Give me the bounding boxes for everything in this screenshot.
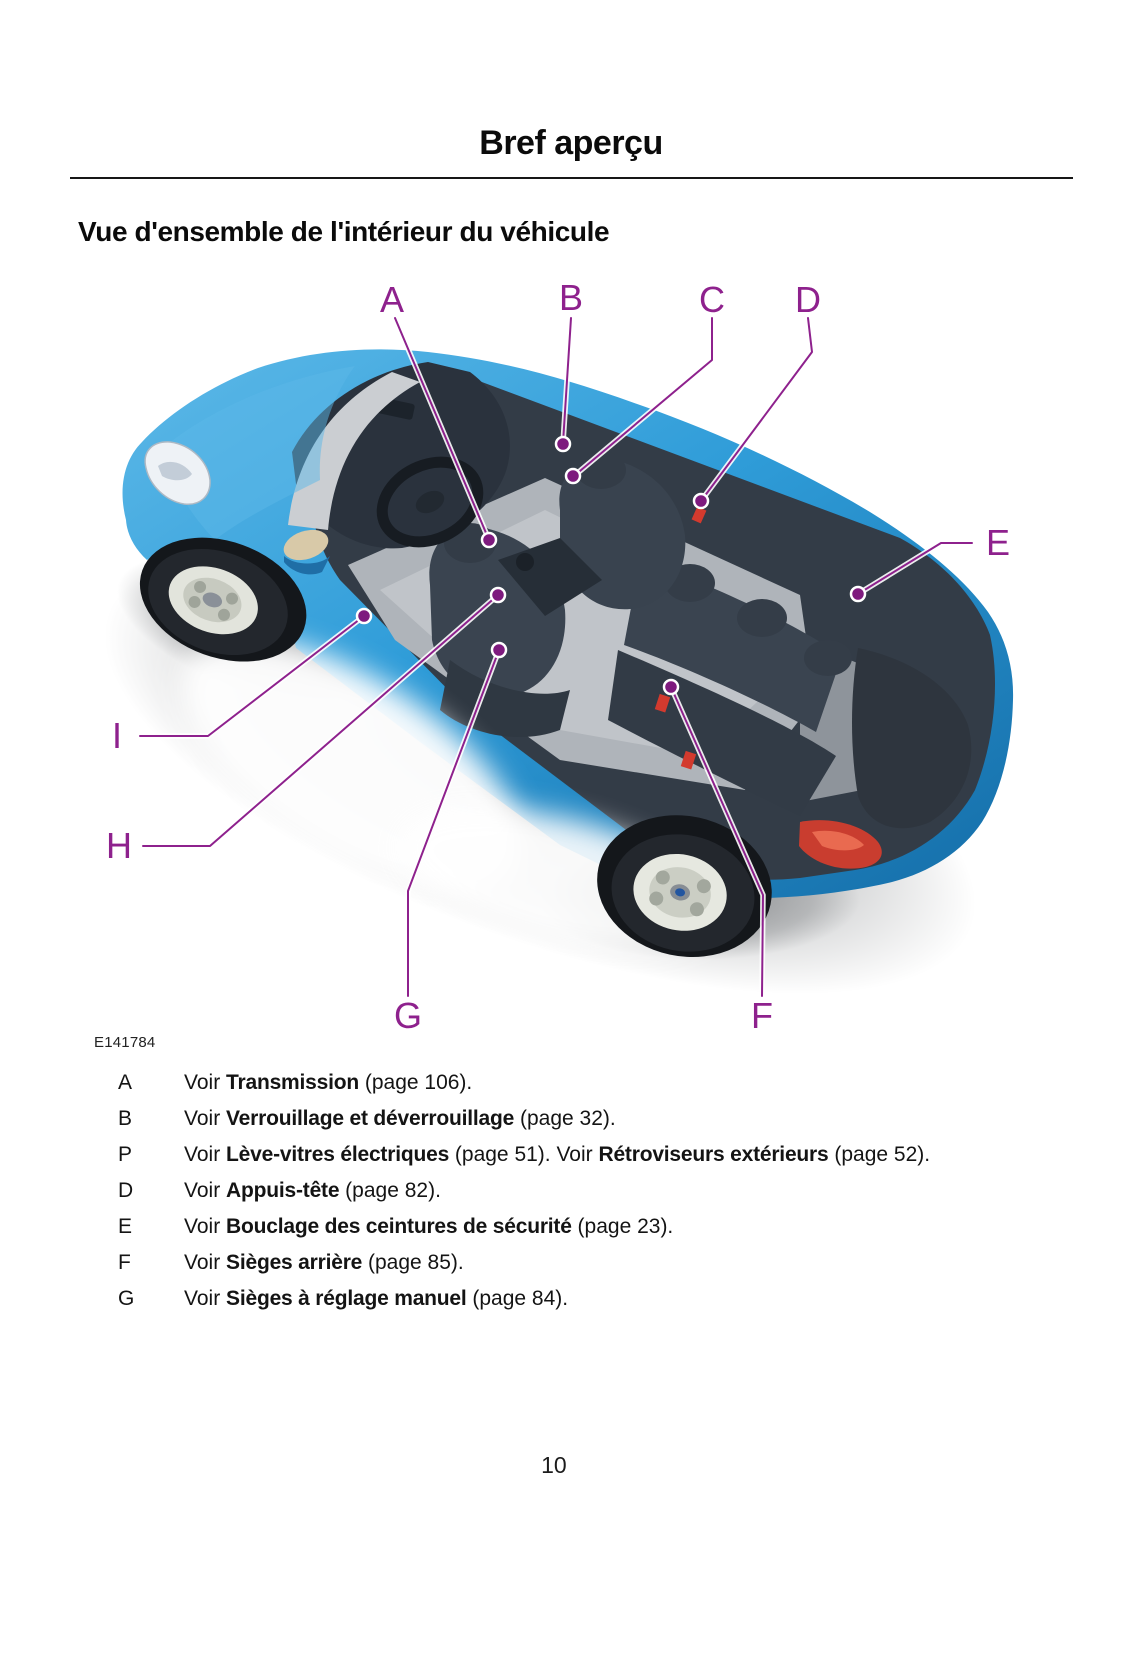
legend-letter: D [118,1179,134,1202]
legend-text: Voir Sièges à réglage manuel (page 84). [184,1287,569,1310]
legend-text: Voir Lève-vitres électriques (page 51). Voir Rétroviseurs extérieurs (page 52). [184,1143,931,1166]
legend-text: Voir Bouclage des ceintures de sécurité (page 23). [184,1215,674,1238]
callout-letter-a: A [379,279,405,320]
section-title: Vue d'ensemble de l'intérieur du véhicule [78,216,610,247]
callout-letter-g: G [393,995,423,1036]
callout-dot-d [694,494,708,508]
callout-letter-c: C [699,279,725,320]
legend-letter: F [118,1251,131,1274]
legend-text: Voir Appuis-tête (page 82). [184,1179,441,1202]
legend-list [118,1070,1030,1322]
callout-dot-g [492,643,506,657]
legend-text: Voir Sièges arrière (page 85). [184,1251,464,1274]
legend-text: Voir Verrouillage et déverrouillage (page 32). [184,1107,616,1130]
legend-letter: B [118,1107,133,1130]
callout-dot-f [664,680,678,694]
legend-row-d [118,1178,1030,1203]
page-title: Bref aperçu [479,124,663,162]
callout-dot-i [357,609,371,623]
legend-row-a [118,1070,1030,1095]
legend-letter: P [118,1143,133,1166]
callout-letter-f: F [751,995,773,1036]
page-number: 10 [541,1452,567,1478]
legend-letter: G [118,1287,135,1310]
figure-code: E141784 [94,1034,156,1051]
callout-dot-e [851,587,865,601]
callout-dot-c [566,469,580,483]
callout-dot-a [482,533,496,547]
legend-text: Voir Transmission (page 106). [184,1071,473,1094]
callout-letter-e: E [985,522,1011,563]
legend-row-b [118,1106,1030,1131]
legend-row-g [118,1286,1030,1311]
callout-dot-h [491,588,505,602]
legend-letter: A [118,1071,133,1094]
callout-dot-b [556,437,570,451]
legend-row-f [118,1250,1030,1275]
callout-letter-i: I [111,715,123,756]
callout-letter-d: D [795,279,821,320]
legend-row-e [118,1214,1030,1239]
legend-letter: E [118,1215,133,1238]
callout-letter-h: H [106,825,132,866]
callout-letter-b: B [558,277,584,318]
legend-row-p [118,1142,1030,1167]
